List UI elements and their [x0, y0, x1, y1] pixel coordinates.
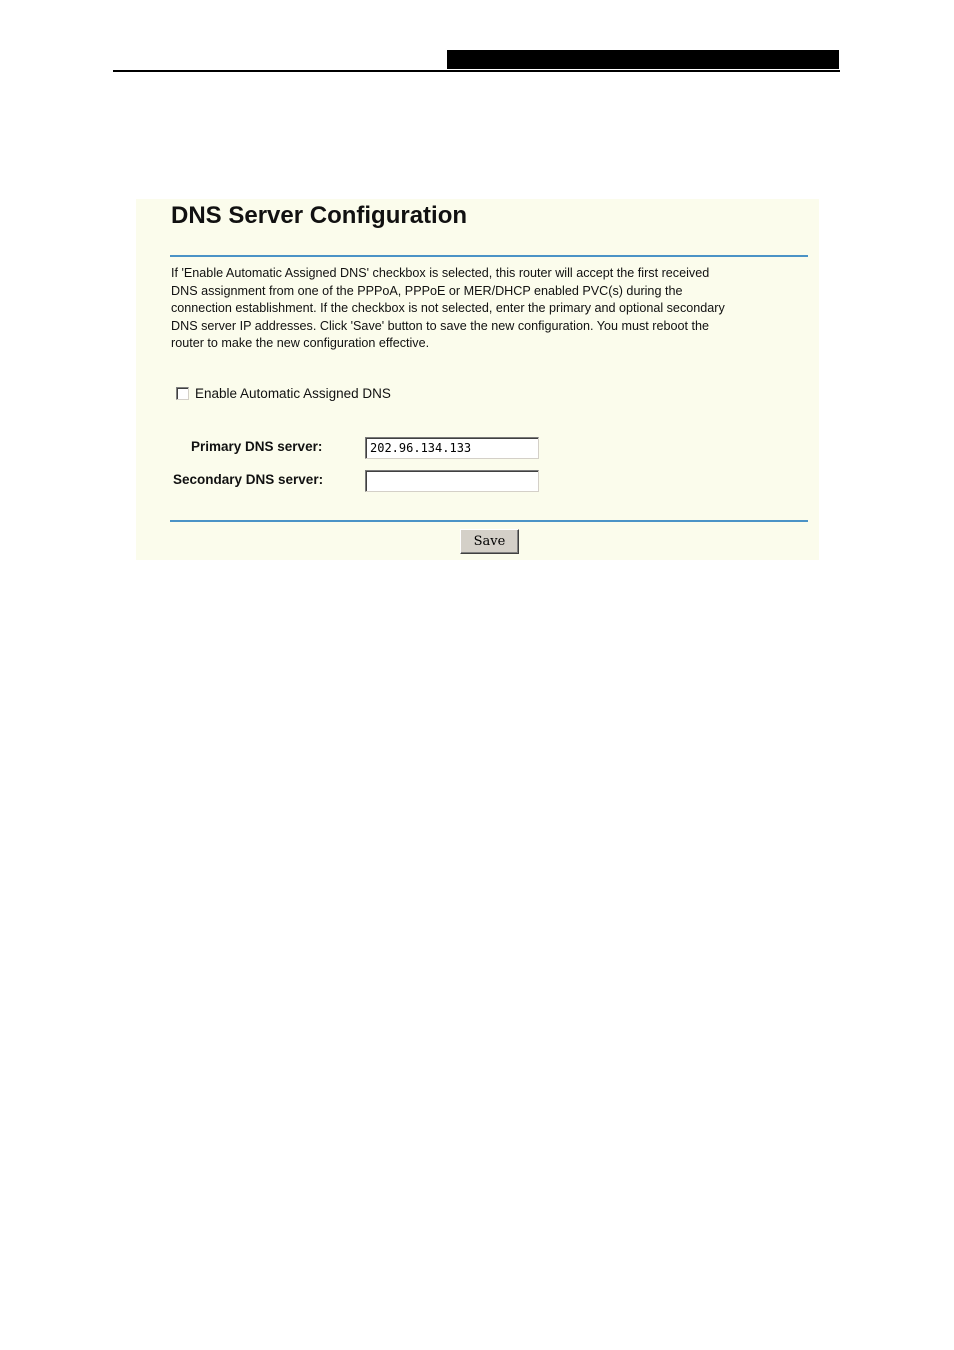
footer-divider — [170, 520, 808, 522]
document-header-bar — [447, 50, 839, 69]
document-header-rule — [113, 70, 840, 72]
secondary-dns-input[interactable] — [365, 470, 539, 492]
secondary-dns-label: Secondary DNS server: — [173, 472, 324, 487]
title-divider — [170, 255, 808, 257]
primary-dns-label: Primary DNS server: — [191, 439, 323, 454]
auto-dns-row — [176, 384, 391, 402]
help-description: If 'Enable Automatic Assigned DNS' checkbox is selected, this router will accept the first received DNS assignment from one of the PPPoA, PPPoE or MER/DHCP enabled PVC(s) during the connection establishment. If the checkbox is not selected, enter the primary and optional secondary DNS server IP addresses. Click 'Save' button to save the new configuration. You must reboot the router to make the new configuration effective. — [171, 266, 725, 351]
dns-config-panel — [136, 199, 819, 560]
auto-dns-checkbox[interactable] — [176, 387, 189, 400]
save-button[interactable]: Save — [460, 529, 519, 554]
page-title: DNS Server Configuration — [171, 202, 468, 229]
auto-dns-label: Enable Automatic Assigned DNS — [195, 385, 391, 401]
primary-dns-input[interactable] — [365, 437, 539, 459]
